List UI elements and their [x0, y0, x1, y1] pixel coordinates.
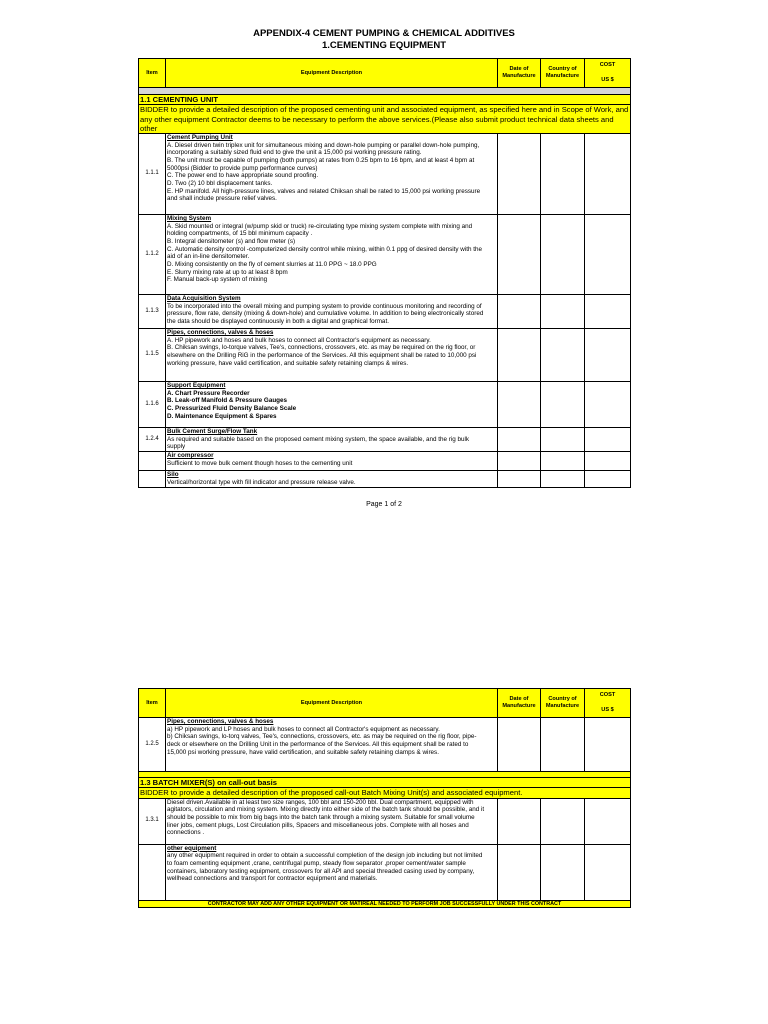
item-number: [139, 844, 166, 900]
date-of-manufacture-cell[interactable]: [498, 215, 541, 295]
description-line: B. The unit must be capable of pumping (both pumps) at rates from 0.25 bpm to 16 bpm, and at least 4 bpm at: [167, 157, 475, 165]
date-of-manufacture-cell[interactable]: [498, 382, 541, 428]
description-line: A. Diesel driven twin triplex unit for simultaneous mixing and down-hole pumping or parallel down-hole pumping,: [167, 141, 480, 149]
header-country-of-manufacture: Country of Manufacture: [541, 689, 585, 718]
description-line: C. Pressurized Fluid Density Balance Scale: [167, 405, 297, 413]
cost-cell[interactable]: [585, 295, 631, 329]
equipment-description: [166, 452, 498, 471]
header-cost: COST US $: [585, 689, 631, 718]
header-date-of-manufacture: Date of Manufacture: [498, 59, 541, 88]
section-title-row: [139, 95, 631, 105]
country-of-manufacture-cell[interactable]: [541, 329, 585, 382]
description-line: D. Mixing consistently on the fly of cement slurries at 11.0 PPG ~ 18.0 PPG: [167, 261, 377, 269]
table-row: [139, 844, 631, 900]
description-line: 5000psi (Bidder to provide pump performance curves): [167, 164, 318, 172]
description-line: B. Leak-off Manifold & Pressure Gauges: [167, 397, 288, 405]
section-title: 1.1 CEMENTING UNIT: [139, 95, 631, 105]
equipment-table-page-1: [138, 58, 631, 488]
equipment-table-page-2: [138, 688, 631, 908]
country-of-manufacture-cell[interactable]: [541, 215, 585, 295]
item-number: 1.1.5: [139, 329, 166, 382]
cost-cell[interactable]: [585, 382, 631, 428]
description-line: aid of an in-line densitometer.: [167, 253, 250, 261]
item-number: [139, 452, 166, 471]
country-of-manufacture-cell[interactable]: [541, 295, 585, 329]
country-of-manufacture-cell[interactable]: [541, 844, 585, 900]
header-cost: COST US $: [585, 59, 631, 88]
item-number: 1.1.3: [139, 295, 166, 329]
country-of-manufacture-cell[interactable]: [541, 382, 585, 428]
description-line: containers, laboratory testing equipment, crossovers for all API and special threaded casing used by company,: [167, 867, 475, 875]
section-title: 1.3 BATCH MIXER(S) on call-out basis: [139, 778, 631, 788]
description-line: holding compartments, of 15 bbl minimum capacity .: [167, 230, 313, 238]
description-line: A. Chart Pressure Recorder: [167, 389, 250, 397]
equipment-description: [166, 718, 498, 772]
equipment-description: [166, 382, 498, 428]
description-line: wellhead connections and transport for contractor equipment and materials.: [167, 875, 378, 883]
equipment-description: [166, 844, 498, 900]
section-description: BIDDER to provide a detailed description of the proposed cementing unit and associated equipment, as specified here and in Scope of Work, and any other equipment Contractor deems to be necessary to perform the above services.(Please also submit product technical data sheets and other: [139, 105, 631, 134]
description-line: pressure, flow rate, density (mixing & down-hole) and cumulative volume. In addition to being electronically stored: [167, 310, 484, 318]
description-line: any other equipment required in order to obtain a successful completion of the design job including but not limited: [167, 852, 483, 860]
date-of-manufacture-cell[interactable]: [498, 452, 541, 471]
description-line: D. Maintenance Equipment & Spares: [167, 412, 277, 420]
description-line: A. Skid mounted or integral (w/pump skid or truck) re-circulating type mixing system complete with mixing and: [167, 222, 473, 230]
table-row: [139, 134, 631, 215]
description-line: B. Integral densitometer (s) and flow meter (s): [167, 238, 296, 246]
equipment-description: [166, 471, 498, 488]
date-of-manufacture-cell[interactable]: [498, 844, 541, 900]
header-description: Equipment Description: [166, 59, 498, 88]
table-row: [139, 295, 631, 329]
description-line: E. Slurry mixing rate at up to at least 8 bpm: [167, 268, 288, 276]
cost-cell[interactable]: [585, 329, 631, 382]
table-row: [139, 471, 631, 488]
date-of-manufacture-cell[interactable]: [498, 134, 541, 215]
cost-cell[interactable]: [585, 215, 631, 295]
footer-row: [139, 900, 631, 908]
cost-cell[interactable]: [585, 844, 631, 900]
description-line: working pressure, have valid certification, and suitable safety retaining clamps & wires.: [167, 359, 409, 367]
description-line: B. Chiksan swings, lo-torque valves, Tee's, connections, crossovers, etc. as may be required on the rig floor, or: [167, 344, 476, 352]
equipment-heading: Support Equipment: [167, 382, 226, 389]
description-line: D. Two (2) 10 bbl displacement tanks.: [167, 180, 273, 188]
date-of-manufacture-cell[interactable]: [498, 329, 541, 382]
equipment-description: [166, 428, 498, 452]
description-line: to foam cementing equipment ,crane, centrifugal pump, steady flow separator ,proper cement/water sample: [167, 859, 466, 867]
table-row: [139, 718, 631, 772]
date-of-manufacture-cell[interactable]: [498, 471, 541, 488]
description-line: F. Manual back-up system of mixing: [167, 276, 268, 284]
cost-cell[interactable]: [585, 134, 631, 215]
equipment-description: [166, 295, 498, 329]
spacer-row: [139, 88, 631, 95]
description-line: a) HP pipework and LP hoses and bulk hoses to connect all Contractor's equipment as necessary.: [167, 725, 440, 733]
header-date-of-manufacture: Date of Manufacture: [498, 689, 541, 718]
description-line: As required and suitable based on the proposed cement mixing system, the space available, and the rig bulk: [167, 435, 470, 443]
description-line: connections .: [167, 829, 205, 837]
cost-cell[interactable]: [585, 718, 631, 772]
country-of-manufacture-cell[interactable]: [541, 718, 585, 772]
country-of-manufacture-cell[interactable]: [541, 134, 585, 215]
item-number: 1.2.5: [139, 718, 166, 772]
equipment-heading: Bulk Cement Surge/Flow Tank: [167, 428, 258, 435]
table-header-row: [139, 689, 631, 718]
cost-cell[interactable]: [585, 798, 631, 844]
equipment-heading: Pipes, connections, valves & hoses: [167, 718, 274, 725]
document-title: APPENDIX-4 CEMENT PUMPING & CHEMICAL ADDITIVES: [253, 28, 515, 39]
description-line: supply: [167, 443, 186, 451]
description-line: agitators, circulation and mixing system. Mixing directly into either side of the batch tank should be possible, and it: [167, 806, 485, 814]
description-line: C. Automatic density control -computerized density control while mixing, within 0.1 ppg of desired density with the: [167, 245, 482, 253]
cost-cell[interactable]: [585, 428, 631, 452]
table-row: [139, 382, 631, 428]
description-line: liner jobs, cement plugs, Lost Circulation pills, Spacers and miscellaneous jobs. Complete with all hoses and: [167, 821, 469, 829]
table-header-row: [139, 59, 631, 88]
equipment-heading: Data Acquisition System: [167, 295, 241, 302]
table-row: [139, 798, 631, 844]
header-item: Item: [139, 689, 166, 718]
equipment-heading: Air compressor: [167, 452, 214, 460]
date-of-manufacture-cell[interactable]: [498, 798, 541, 844]
description-line: To be incorporated into the overall mixing and pumping system to provide continuous monitoring and recording of: [167, 302, 482, 310]
description-line: elsewhere on the Drilling RiG in the performance of the Services. All this equipment shall be rated to 10,000 psi: [167, 352, 477, 360]
description-line: Diesel driven.Available in at least two size ranges, 100 bbl and 150-200 bbl. Dual compartment, equipped with: [167, 798, 474, 806]
description-line: Sufficient to move bulk cement though hoses to the cementing unit: [167, 459, 353, 467]
item-number: [139, 471, 166, 488]
item-number: 1.2.4: [139, 428, 166, 452]
table-row: [139, 215, 631, 295]
equipment-heading: Cement Pumping Unit: [167, 134, 233, 141]
footer-note: CONTRACTOR MAY ADD ANY OTHER EQUIPMENT OR MATIREAL NEEDED TO PERFORM JOB SUCCESSFULLY UNDER THIS CONTRACT: [139, 900, 631, 908]
date-of-manufacture-cell[interactable]: [498, 718, 541, 772]
header-country-of-manufacture: Country of Manufacture: [541, 59, 585, 88]
description-line: and shall include pressure relief valves.: [167, 195, 277, 203]
description-line: E. HP manifold. All high-pressure lines, valves and related Chiksan shall be rated to 15,000 psi working pressure: [167, 187, 481, 195]
section-text-row: [139, 788, 631, 798]
equipment-description: [166, 134, 498, 215]
equipment-description: [166, 215, 498, 295]
date-of-manufacture-cell[interactable]: [498, 428, 541, 452]
description-line: should be possible to mix from big bags into the batch tank through a mixing system. Suitable for small volume: [167, 813, 475, 821]
cost-cell[interactable]: [585, 471, 631, 488]
table-row: [139, 452, 631, 471]
document-subtitle: 1.CEMENTING EQUIPMENT: [321, 40, 447, 51]
description-line: C. The power end to have appropriate sound proofing.: [167, 172, 319, 180]
equipment-heading: Silo: [167, 471, 179, 479]
country-of-manufacture-cell[interactable]: [541, 471, 585, 488]
header-description: Equipment Description: [166, 689, 498, 718]
description-line: 15,000 psi working pressure, have valid certification, and suitable safety retaining clamps & wires.: [167, 748, 439, 756]
equipment-description: [166, 798, 498, 844]
equipment-heading: other equipment: [167, 844, 217, 852]
table-row: [139, 428, 631, 452]
description-line: incorporating a suitably sized fluid end to give the unit a 15,000 psi working pressure rating.: [167, 149, 422, 157]
equipment-heading: Pipes, connections, valves & hoses: [167, 329, 274, 336]
equipment-description: [166, 329, 498, 382]
cost-cell[interactable]: [585, 452, 631, 471]
description-line: Vertical/horizontal type with fill indicator and pressure release valve.: [167, 478, 356, 486]
section-text-row: [139, 105, 631, 134]
item-number: 1.3.1: [139, 798, 166, 844]
item-number: 1.1.1: [139, 134, 166, 215]
country-of-manufacture-cell[interactable]: [541, 428, 585, 452]
equipment-heading: Mixing System: [167, 215, 212, 222]
description-line: A. HP pipework and hoses and bulk hoses to connect all Contractor's equipment as necessary.: [167, 336, 431, 344]
date-of-manufacture-cell[interactable]: [498, 295, 541, 329]
description-line: deck or elsewhere on the Drilling Unit in the performance of the Services. All this equipment shall be rated to: [167, 741, 469, 749]
country-of-manufacture-cell[interactable]: [541, 452, 585, 471]
table-row: [139, 329, 631, 382]
description-line: b) Chiksan swings, lo-torq valves, Tee's, connections, crossovers, etc. as may be required on the rig floor, pipe-: [167, 733, 477, 741]
section-description: BIDDER to provide a detailed description of the proposed call-out Batch Mixing Unit(s) and associated equipment.: [139, 788, 631, 798]
description-line: the data should be displayed continuously in both a digital and graphical format.: [167, 318, 389, 326]
item-number: 1.1.6: [139, 382, 166, 428]
country-of-manufacture-cell[interactable]: [541, 798, 585, 844]
page-number: Page 1 of 2: [366, 501, 402, 508]
header-item: Item: [139, 59, 166, 88]
item-number: 1.1.2: [139, 215, 166, 295]
section-title-row: [139, 778, 631, 788]
